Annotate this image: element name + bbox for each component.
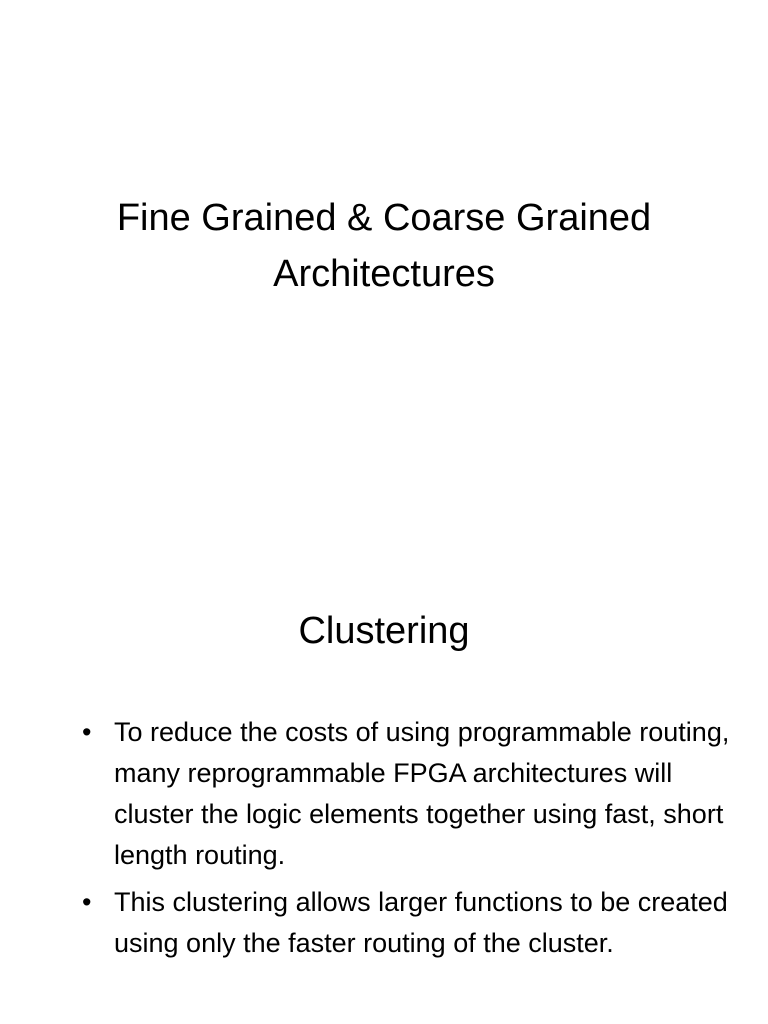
bullet-list bbox=[82, 712, 742, 970]
bullet-text: To reduce the costs of using programmable routing, many reprogrammable FPGA architectures will cluster the logic elements together using fast, short length routing. bbox=[114, 717, 730, 870]
section-heading: Clustering bbox=[298, 610, 470, 652]
bullet-text: This clustering allows larger functions to be created using only the faster routing of the cluster. bbox=[114, 887, 728, 958]
bullet-icon: • bbox=[82, 717, 92, 747]
bullet-icon: • bbox=[82, 887, 92, 917]
bullet-item bbox=[82, 882, 742, 964]
bullet-item bbox=[82, 712, 742, 876]
slide-title: Fine Grained & Coarse Grained Architectures bbox=[116, 197, 652, 295]
